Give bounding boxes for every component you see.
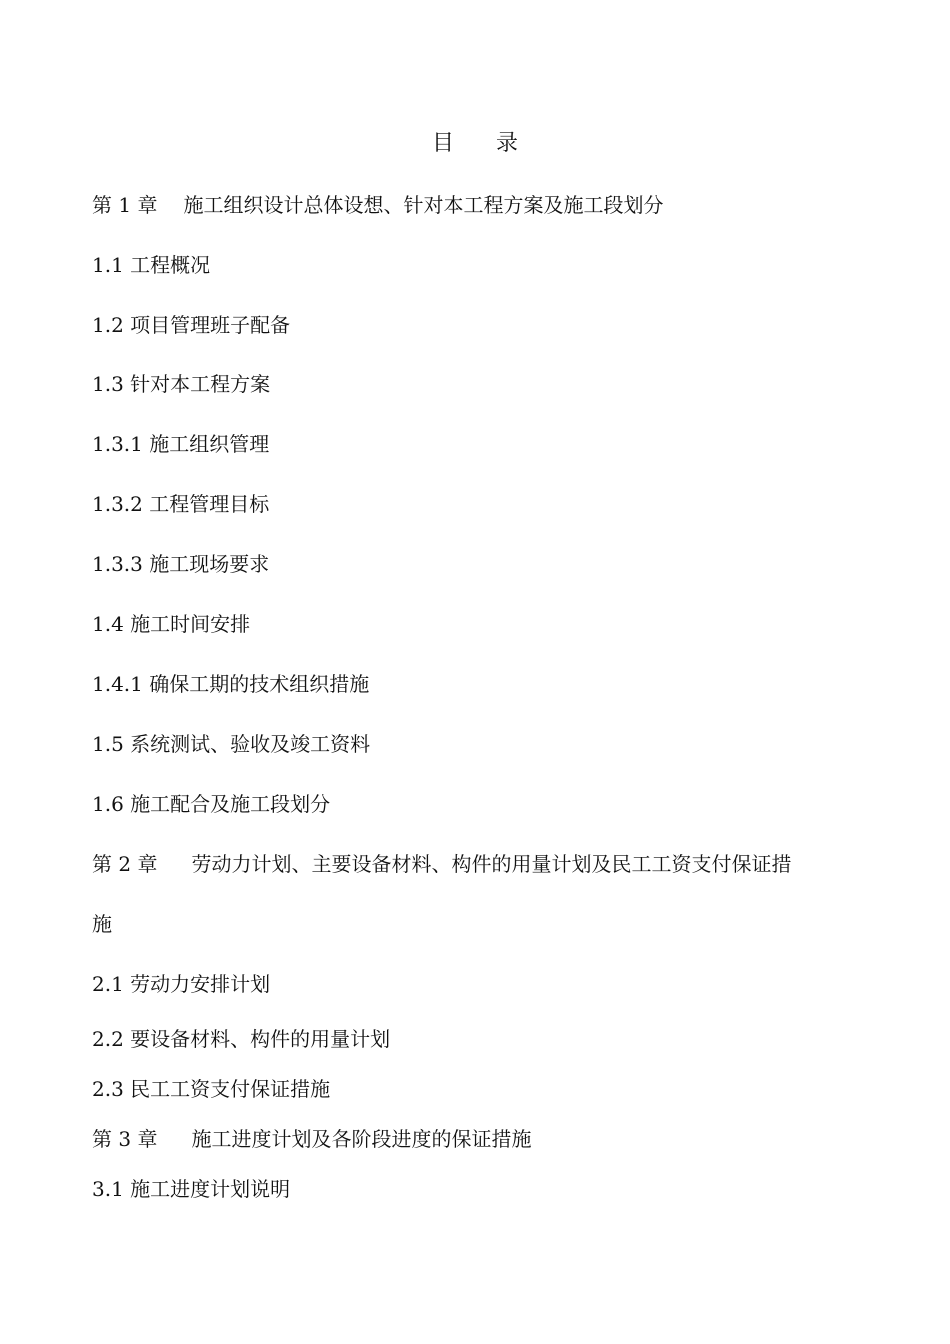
toc-entry-1-5: 1.5 系统测试、验收及竣工资料	[92, 732, 371, 756]
toc-entry-1-6: 1.6 施工配合及施工段划分	[92, 792, 331, 816]
toc-chapter-2	[92, 848, 872, 880]
toc-chapter-1	[92, 189, 872, 221]
toc-entry-1-1: 1.1 工程概况	[92, 253, 211, 277]
toc-entry-1-3: 1.3 针对本工程方案	[92, 372, 271, 396]
toc-entry-1-3-3: 1.3.3 施工现场要求	[92, 552, 270, 576]
chapter-label: 第 2 章	[92, 852, 158, 876]
chapter-title: 施工组织设计总体设想、针对本工程方案及施工段划分	[183, 193, 664, 217]
toc-entry-1-2: 1.2 项目管理班子配备	[92, 313, 291, 337]
chapter-label: 第 3 章	[92, 1127, 158, 1151]
toc-title	[0, 128, 950, 160]
toc-title-char-1: 目	[431, 131, 454, 156]
toc-chapter-2-wrap: 施	[92, 912, 112, 936]
chapter-title: 施工进度计划及各阶段进度的保证措施	[191, 1127, 532, 1151]
toc-entry-2-2: 2.2 要设备材料、构件的用量计划	[92, 1027, 391, 1051]
toc-entry-3-1: 3.1 施工进度计划说明	[92, 1177, 291, 1201]
toc-entry-1-3-1: 1.3.1 施工组织管理	[92, 432, 270, 456]
toc-entry-1-4-1: 1.4.1 确保工期的技术组织措施	[92, 672, 370, 696]
toc-entry-1-3-2: 1.3.2 工程管理目标	[92, 492, 270, 516]
toc-entry-2-1: 2.1 劳动力安排计划	[92, 972, 271, 996]
toc-entry-1-4: 1.4 施工时间安排	[92, 612, 251, 636]
chapter-label: 第 1 章	[92, 193, 158, 217]
toc-entry-2-3: 2.3 民工工资支付保证措施	[92, 1077, 331, 1101]
chapter-title: 劳动力计划、主要设备材料、构件的用量计划及民工工资支付保证措	[191, 852, 792, 876]
toc-chapter-3	[92, 1123, 872, 1155]
toc-title-char-2: 录	[496, 131, 519, 156]
